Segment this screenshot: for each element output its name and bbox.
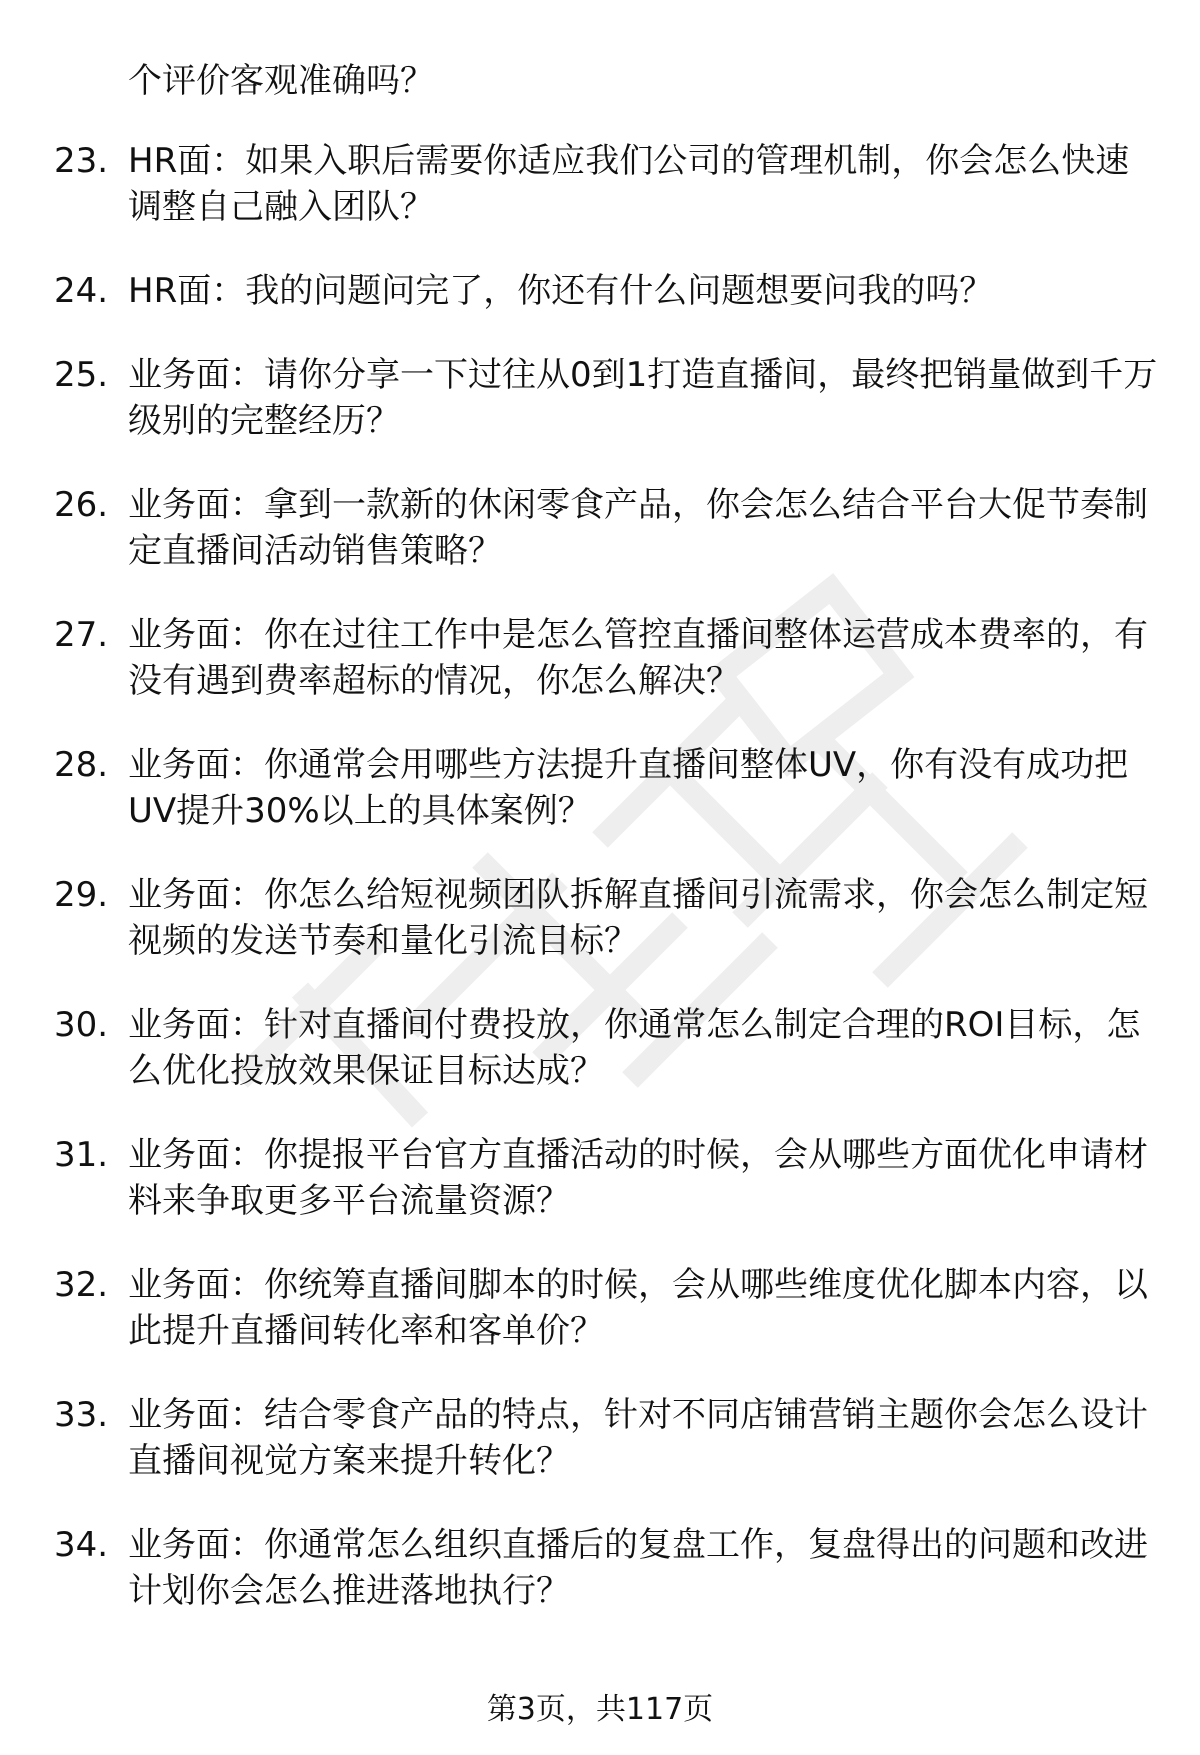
item-number: 31. xyxy=(54,1135,109,1175)
item-text: HR面：如果入职后需要你适应我们公司的管理机制，你会怎么快速调整自己融入团队？ xyxy=(128,141,1130,227)
item-text: 业务面：你提报平台官方直播活动的时候，会从哪些方面优化申请材料来争取更多平台流量资源？ xyxy=(128,1135,1148,1221)
item-number: 29. xyxy=(54,875,109,915)
page-footer: 第3页，共117页 xyxy=(486,1692,714,1727)
item-number: 30. xyxy=(54,1005,109,1045)
item-number: 28. xyxy=(54,745,109,785)
item-text: 业务面：你通常会用哪些方法提升直播间整体UV，你有没有成功把UV提升30%以上的具体案例？ xyxy=(128,745,1129,831)
item-text: 业务面：你统筹直播间脚本的时候，会从哪些维度优化脚本内容，以此提升直播间转化率和客单价？ xyxy=(128,1265,1148,1351)
list-item xyxy=(0,1262,1200,1354)
list-item xyxy=(0,1392,1200,1484)
item-number: 33. xyxy=(54,1395,109,1435)
list-item xyxy=(0,352,1200,444)
item-number: 23. xyxy=(54,141,109,181)
item-text: 业务面：你在过往工作中是怎么管控直播间整体运营成本费率的，有没有遇到费率超标的情况，你怎么解决？ xyxy=(128,615,1148,701)
item-text: 业务面：你通常怎么组织直播后的复盘工作，复盘得出的问题和改进计划你会怎么推进落地执行？ xyxy=(128,1525,1148,1611)
item-text: 业务面：请你分享一下过往从0到1打造直播间，最终把销量做到千万级别的完整经历？ xyxy=(128,355,1158,441)
item-number: 27. xyxy=(54,615,109,655)
list-item xyxy=(0,612,1200,704)
list-item xyxy=(0,482,1200,574)
list-item xyxy=(0,872,1200,964)
item-text: HR面：我的问题问完了，你还有什么问题想要问我的吗？ xyxy=(128,271,994,311)
item-text: 业务面：你怎么给短视频团队拆解直播间引流需求，你会怎么制定短视频的发送节奏和量化引流目标？ xyxy=(128,875,1148,961)
list-item xyxy=(0,1522,1200,1614)
list-item xyxy=(0,268,1200,314)
item-text: 业务面：拿到一款新的休闲零食产品，你会怎么结合平台大促节奏制定直播间活动销售策略？ xyxy=(128,485,1148,571)
list-item xyxy=(0,1132,1200,1224)
list-item xyxy=(0,58,1200,104)
list-item xyxy=(0,1002,1200,1094)
item-number: 26. xyxy=(54,485,109,525)
item-number: 25. xyxy=(54,355,109,395)
item-number: 34. xyxy=(54,1525,109,1565)
item-text: 业务面：针对直播间付费投放，你通常怎么制定合理的ROI目标，怎么优化投放效果保证目标达成？ xyxy=(128,1005,1141,1091)
list-item xyxy=(0,742,1200,834)
item-text: 业务面：结合零食产品的特点，针对不同店铺营销主题你会怎么设计直播间视觉方案来提升转化？ xyxy=(128,1395,1148,1481)
item-number: 32. xyxy=(54,1265,109,1305)
question-list xyxy=(0,58,1200,1652)
item-number: 24. xyxy=(54,271,109,311)
list-item xyxy=(0,138,1200,230)
item-text: 个评价客观准确吗？ xyxy=(128,61,434,101)
